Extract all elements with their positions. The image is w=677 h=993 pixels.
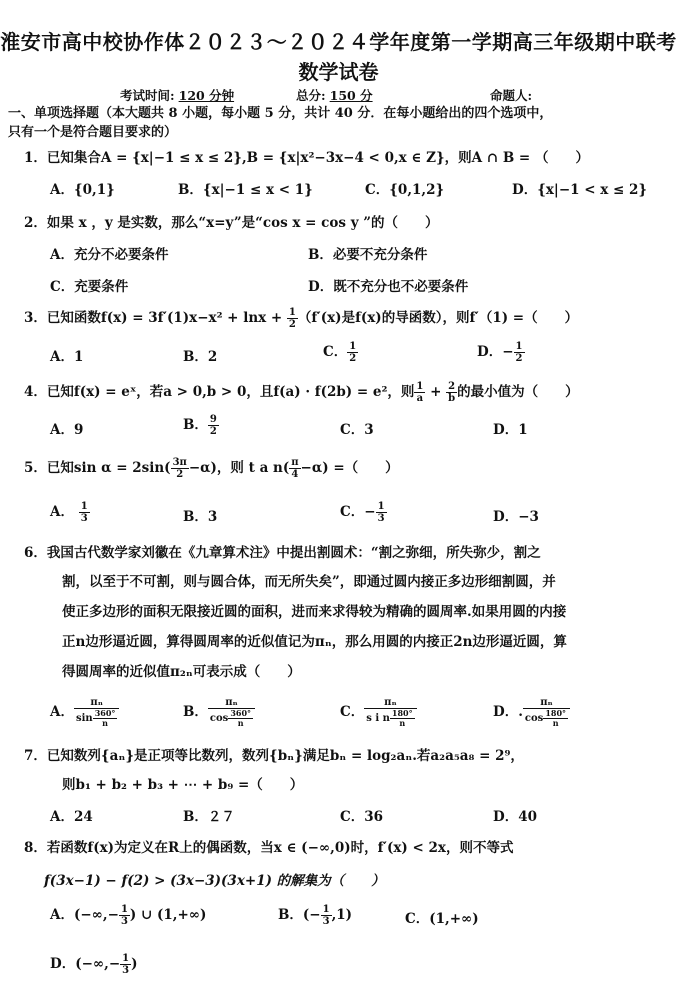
question-5-option-b[interactable]: B．3 bbox=[183, 509, 218, 525]
question-6-option-b[interactable] bbox=[183, 697, 255, 728]
frac-den: 3 bbox=[377, 513, 385, 524]
frac-num: 180° bbox=[545, 708, 567, 718]
question-6-line1: 6．我国古代数学家刘徽在《九章算术注》中提出割圆术：“割之弥细，所失弥少，割之 bbox=[24, 545, 541, 561]
question-5-stem-part2: −α)，则 t a n( bbox=[188, 460, 290, 476]
question-8-stem: 8．若函数f(x)为定义在R上的偶函数，当x ∈ (−∞,0)时，f′(x) < 2x，则不等式 bbox=[24, 840, 514, 856]
frac-num: 3π bbox=[172, 457, 187, 468]
frac-num: 1 bbox=[349, 341, 357, 352]
fraction-pi-over-4 bbox=[289, 457, 300, 480]
angle-fraction bbox=[228, 709, 253, 728]
frac-num: 1 bbox=[288, 307, 296, 318]
question-5-stem-part1: 5．已知sin α = 2sin( bbox=[24, 460, 171, 476]
question-4-option-c[interactable]: C．3 bbox=[340, 422, 374, 438]
option-letter: C． bbox=[340, 704, 365, 720]
angle-fraction bbox=[390, 709, 415, 728]
question-2-option-b[interactable]: B．必要不充分条件 bbox=[308, 247, 428, 263]
frac-den: 3 bbox=[322, 916, 330, 927]
trig-name: s i n bbox=[366, 713, 390, 724]
frac-den: 2 bbox=[349, 353, 357, 364]
frac-den: n bbox=[102, 718, 108, 728]
time-value: 120 分钟 bbox=[178, 88, 235, 103]
frac-den: 3 bbox=[80, 513, 88, 524]
question-3-stem-part1: 3．已知函数f(x) = 3f′(1)x−x² + lnx + bbox=[24, 310, 287, 326]
question-1-option-b[interactable]: B．{x|−1 ≤ x < 1} bbox=[178, 182, 313, 198]
question-3-stem-part2: （f′(x)是f(x)的导函数），则f′（1) =（ ） bbox=[297, 310, 579, 326]
frac-den: n bbox=[399, 718, 406, 728]
exam-subtitle: 数学试卷 bbox=[298, 60, 379, 84]
fraction-one-third bbox=[79, 501, 90, 524]
frac-num: 1 bbox=[120, 904, 128, 915]
trig-name: cos bbox=[209, 713, 229, 724]
question-3-stem bbox=[24, 306, 578, 330]
question-7-option-c[interactable]: C．36 bbox=[340, 809, 384, 825]
fraction-pin-over-sin bbox=[74, 697, 119, 728]
question-2-option-a[interactable]: A．充分不必要条件 bbox=[50, 247, 169, 263]
question-4-option-b[interactable] bbox=[183, 413, 219, 437]
frac-den bbox=[208, 709, 255, 728]
question-5-stem bbox=[24, 456, 399, 480]
question-7-option-d[interactable]: D．40 bbox=[493, 809, 537, 825]
fraction-one-third bbox=[376, 501, 387, 524]
option-letter: C．− bbox=[340, 504, 376, 520]
question-1-option-a[interactable]: A．{0,1} bbox=[50, 182, 115, 198]
frac-num: 9 bbox=[209, 414, 217, 425]
fraction-nine-halves bbox=[208, 414, 219, 437]
exam-title: 淮安市高中校协作体２０２３～２０２４学年度第一学期高三年级期中联考 bbox=[0, 30, 677, 54]
question-6-body bbox=[62, 567, 662, 687]
option-letter: B． bbox=[183, 704, 208, 720]
question-7-option-b[interactable]: B．２７ bbox=[183, 809, 235, 825]
question-5-option-a[interactable] bbox=[50, 500, 90, 524]
frac-den bbox=[74, 709, 119, 728]
question-3-option-c[interactable] bbox=[323, 340, 358, 364]
question-1-option-c[interactable]: C．{0,1,2} bbox=[365, 182, 445, 198]
frac-num: πₙ bbox=[208, 697, 255, 709]
fraction-one-third bbox=[321, 904, 332, 927]
exam-score bbox=[296, 86, 377, 104]
score-value: 150 分 bbox=[329, 88, 373, 103]
question-6-line5: 得圆周率的近似值π₂ₙ可表示成（ ） bbox=[62, 664, 301, 680]
question-2-option-c[interactable]: C．充要条件 bbox=[50, 279, 129, 295]
trig-name: sin bbox=[75, 713, 93, 724]
fraction-3pi-over-2 bbox=[171, 457, 189, 480]
question-4-stem: 4．已知f(x) = eˣ，若a > 0,b > 0，且f(a) · f(2b) = e²，则 $\frac{1}{a}$ + $\frac{2}{b}$ 的最小值为（ ） bbox=[24, 381, 579, 404]
fraction-pin-over-cos180 bbox=[523, 697, 570, 728]
question-6-line2: 割，以至于不可割，则与圆合体，而无所失矣”，即通过圆内接正多边形细割圆，并 bbox=[62, 574, 556, 590]
frac-num: 1 bbox=[416, 381, 424, 392]
frac-num: 1 bbox=[80, 501, 88, 512]
question-6-option-a[interactable] bbox=[50, 697, 119, 728]
question-3-option-b[interactable]: B．2 bbox=[183, 349, 218, 365]
question-3-option-a[interactable]: A．1 bbox=[50, 349, 84, 365]
section-heading-line1: 一、单项选择题（本大题共 8 小题，每小题 5 分，共计 40 分．在每小题给出的四个选项中， bbox=[8, 106, 553, 121]
fraction-one-third bbox=[120, 953, 131, 976]
question-6-line4: 正n边形逼近圆，算得圆周率的近似值记为πₙ，那么用圆的内接正2n边形逼近圆，算 bbox=[62, 634, 567, 650]
question-4-option-d[interactable]: D．1 bbox=[493, 422, 528, 438]
question-6-option-d[interactable] bbox=[493, 697, 570, 728]
frac-den: 3 bbox=[122, 965, 130, 976]
angle-fraction bbox=[93, 709, 118, 728]
frac-den: 3 bbox=[120, 916, 128, 927]
question-8-option-a[interactable] bbox=[50, 903, 206, 927]
question-5-option-d[interactable]: D．−3 bbox=[493, 509, 539, 525]
option-letter: C． bbox=[323, 344, 348, 360]
fraction-one-third bbox=[119, 904, 130, 927]
time-label: 考试时间: bbox=[120, 88, 175, 103]
fraction-one-half bbox=[287, 307, 298, 330]
score-label: 总分: bbox=[296, 88, 326, 103]
exam-time bbox=[120, 86, 238, 104]
frac-den: b bbox=[448, 393, 456, 404]
frac-den: 2 bbox=[515, 353, 523, 364]
question-7-stem2: 则b₁ + b₂ + b₃ + ⋯ + b₉ =（ ） bbox=[62, 777, 304, 793]
question-2-stem: 2．如果 x ，y 是实数，那么“x=y”是“cos x = cos y ”的（ ） bbox=[24, 215, 439, 231]
option-text: ) bbox=[131, 956, 138, 972]
fraction-one-half bbox=[514, 341, 525, 364]
frac-den bbox=[364, 709, 416, 728]
question-8-stem2: f(3x−1) − f(2) > (3x−3)(3x+1) 的解集为（ ） bbox=[44, 873, 385, 889]
option-text: B．(− bbox=[278, 907, 321, 923]
frac-den bbox=[523, 709, 570, 728]
frac-den: 2 bbox=[209, 426, 217, 437]
frac-num: 360° bbox=[230, 708, 252, 718]
frac-num: π bbox=[291, 457, 299, 468]
frac-den: 4 bbox=[291, 469, 299, 480]
section-heading-line2: 只有一个是符合题目要求的） bbox=[8, 125, 178, 140]
question-7-stem: 7．已知数列{aₙ}是正项等比数列，数列{bₙ}满足bₙ = log₂aₙ.若a₂a₅a₈ = 2⁹， bbox=[24, 748, 524, 764]
frac-num: 2 bbox=[446, 381, 457, 393]
trig-name: cos bbox=[524, 713, 544, 724]
option-text: D．(−∞,− bbox=[50, 956, 121, 972]
fraction-pin-over-sin180 bbox=[364, 697, 416, 728]
frac-num: 1 bbox=[122, 953, 130, 964]
frac-den: 2 bbox=[176, 469, 184, 480]
question-4-stem-part1: 4．已知f(x) = eˣ，若a > 0,b > 0，且f(a) · f(2b) = e²，则 bbox=[24, 384, 415, 400]
question-6-line3: 使正多边形的面积无限接近圆的面积，进而来求得较为精确的圆周率.如果用圆的内接 bbox=[62, 604, 567, 620]
question-1-stem: 1．已知集合A = {x|−1 ≤ x ≤ 2},B = {x|x²−3x−4 < 0,x ∈ Z}，则A ∩ B = （ ） bbox=[24, 150, 589, 166]
frac-num: 180° bbox=[391, 708, 413, 718]
option-text: ,1) bbox=[331, 907, 353, 923]
question-7-option-a[interactable]: A．24 bbox=[50, 809, 93, 825]
question-4-option-a[interactable]: A．9 bbox=[50, 422, 84, 438]
frac-num: 1 bbox=[322, 904, 330, 915]
option-letter: D．− bbox=[477, 344, 514, 360]
option-letter: B． bbox=[183, 417, 208, 433]
question-8-option-b[interactable] bbox=[278, 903, 352, 927]
frac-num: πₙ bbox=[523, 697, 570, 709]
question-8-option-c[interactable]: C．(1,+∞) bbox=[405, 911, 479, 927]
fraction-one-over-a bbox=[414, 381, 425, 404]
option-letter: A． bbox=[50, 704, 74, 720]
frac-den: a bbox=[416, 393, 424, 404]
angle-fraction bbox=[543, 709, 568, 728]
fraction-two-over-b bbox=[446, 381, 457, 404]
question-5-stem-part3: −α) =（ ） bbox=[300, 460, 399, 476]
frac-den: n bbox=[552, 718, 559, 728]
frac-num: 1 bbox=[377, 501, 385, 512]
question-4-stem-part2: 的最小值为（ ） bbox=[457, 384, 579, 400]
question-5-option-c[interactable] bbox=[340, 500, 387, 524]
question-3-option-d[interactable] bbox=[477, 340, 525, 364]
fraction-pin-over-cos bbox=[208, 697, 255, 728]
section-heading bbox=[8, 104, 668, 142]
fraction-one-half bbox=[347, 341, 358, 364]
question-8-option-d[interactable] bbox=[50, 952, 138, 976]
author-label: 命题人: bbox=[490, 88, 533, 103]
frac-num: πₙ bbox=[74, 697, 119, 709]
option-letter: D．. bbox=[493, 704, 523, 720]
question-6-option-c[interactable] bbox=[340, 697, 417, 728]
exam-author bbox=[490, 86, 532, 104]
question-1-option-d[interactable]: D．{x|−1 < x ≤ 2} bbox=[512, 182, 648, 198]
option-text: ) ∪ (1,+∞) bbox=[129, 907, 207, 923]
frac-num: 360° bbox=[94, 708, 116, 718]
frac-num: πₙ bbox=[364, 697, 416, 709]
question-2-option-d[interactable]: D．既不充分也不必要条件 bbox=[308, 279, 469, 295]
frac-den: n bbox=[237, 718, 244, 728]
option-letter: A． bbox=[50, 504, 74, 520]
frac-den: 2 bbox=[288, 319, 296, 330]
option-text: A．(−∞,− bbox=[50, 907, 119, 923]
frac-num: 1 bbox=[515, 341, 523, 352]
